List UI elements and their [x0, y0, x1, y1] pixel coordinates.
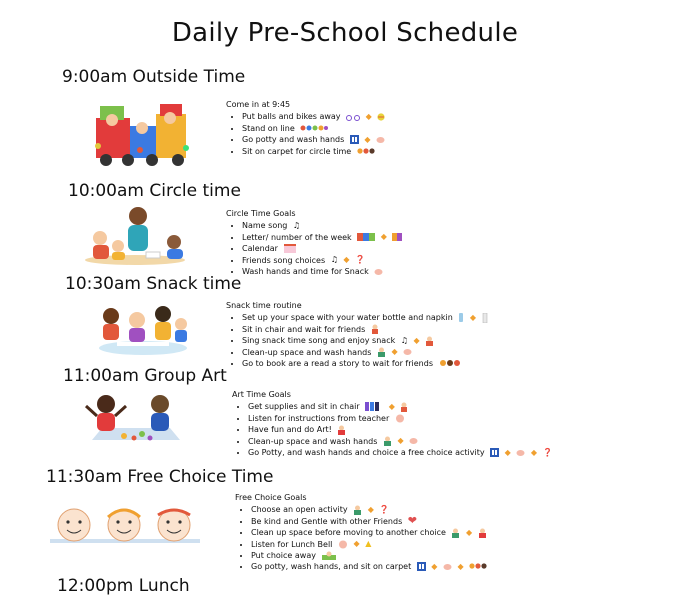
section-heading: Snack time routine	[226, 301, 302, 310]
arrow-icon: ◆	[391, 347, 398, 357]
list-item: • Set up your space with your water bottle and napkin ◆	[242, 312, 488, 323]
arrow-icon: ◆	[469, 312, 477, 322]
arrow-icon: ◆	[413, 335, 420, 345]
artist-child-icon	[337, 425, 346, 435]
arrow-icon: ◆	[397, 436, 404, 446]
arrow-icon: ◆	[367, 504, 374, 514]
calendar-icon	[284, 244, 296, 253]
list-item: • Go Potty, and wash hands and choice a free choice activity ◆ ◆ ❓	[248, 447, 553, 458]
arrow-icon: ◆	[457, 561, 464, 571]
listening-child-icon	[395, 414, 405, 423]
list-item: • Sit in chair and wait for friends	[242, 324, 488, 335]
wash-hands-icon	[403, 348, 412, 356]
bike-icon	[346, 113, 360, 121]
section-heading: Circle Time Goals	[226, 209, 296, 218]
restroom-icon	[490, 448, 499, 457]
list-item: • Wash hands and time for Snack	[242, 266, 402, 277]
group-kids-icon	[469, 562, 487, 571]
arrow-icon: ◆	[364, 134, 371, 144]
section-snack-time	[226, 300, 488, 369]
list-item: • Go potty and wash hands ◆	[242, 134, 385, 145]
section-heading: Come in at 9:45	[226, 100, 291, 109]
page-title: Daily Pre-School Schedule	[171, 18, 519, 48]
list-item: • Be kind and Gentle with other Friends ❤	[251, 516, 487, 527]
group-kids-icon	[357, 147, 375, 156]
list-item: • Choose an open activity ◆ ❓	[251, 504, 487, 515]
eating-child-icon	[425, 336, 434, 346]
list-item: • Get supplies and sit in chair ◆	[248, 401, 553, 412]
list-item: • Friends song choices ♫ ◆ ❓	[242, 255, 402, 266]
list-item: • Listen for instructions from teacher	[248, 413, 553, 424]
napkin-icon	[482, 313, 488, 323]
listening-child-icon	[338, 540, 348, 549]
circle-time-illustration	[80, 204, 190, 266]
time-heading-snack: 10:30am Snack time	[65, 274, 242, 294]
arrow-icon: ◆	[388, 401, 395, 411]
list-item: • Go to book are a read a story to wait for friends	[242, 358, 488, 369]
section-free-choice	[235, 492, 487, 573]
art-kids-illustration	[84, 392, 188, 446]
list-item: • Put choice away	[251, 550, 487, 561]
arrow-icon: ◆	[530, 447, 538, 457]
music-note-icon: ♫	[292, 220, 301, 230]
list-item: • Clean-up space and wash hands ◆	[242, 347, 488, 358]
list-item: • Sing snack time song and enjoy snack ♫ ◆	[242, 335, 488, 346]
list-item: • Stand on line	[242, 123, 385, 134]
list-item: • Put balls and bikes away ◆	[242, 111, 385, 122]
time-heading-circle: 10:00am Circle time	[68, 181, 241, 201]
wash-hands-icon	[409, 437, 418, 445]
abc-blocks-icon	[357, 233, 375, 241]
heart-hands-icon: ❤	[407, 514, 418, 528]
time-heading-art: 11:00am Group Art	[63, 366, 227, 386]
cleaning-child-icon	[377, 347, 386, 357]
question-marks-icon: ❓	[379, 504, 390, 514]
numbers-icon	[392, 233, 402, 241]
wash-hands-icon	[376, 136, 385, 144]
time-heading-free-choice: 11:30am Free Choice Time	[46, 467, 274, 487]
cleaning-child-icon	[451, 528, 460, 538]
restroom-icon	[350, 135, 359, 144]
moving-child-icon	[478, 528, 487, 538]
wash-hands-icon	[516, 449, 525, 457]
bell-icon: ▲	[365, 539, 372, 549]
music-note-icon: ♫	[400, 335, 408, 345]
list-item: • Clean up space before moving to another choice ◆	[251, 527, 487, 538]
list-item: • Sit on carpet for circle time	[242, 146, 385, 157]
water-bottle-icon	[458, 313, 464, 322]
list-item: • Have fun and do Art!	[248, 424, 553, 435]
list-item: • Go potty, wash hands, and sit on carpet ◆ ◆	[251, 561, 487, 572]
arrow-icon: ◆	[380, 232, 387, 242]
arrow-icon: ◆	[343, 255, 350, 265]
children-line-icon	[300, 124, 328, 132]
wash-hands-icon	[374, 268, 383, 276]
list-item: • Letter/ number of the week ◆	[242, 232, 402, 243]
time-heading-outside: 9:00am Outside Time	[62, 67, 246, 87]
list-item: • Clean-up space and wash hands ◆	[248, 436, 553, 447]
arrow-icon: ◆	[365, 111, 372, 121]
toy-train-illustration	[94, 96, 190, 168]
question-marks-icon: ❓	[542, 447, 553, 457]
section-art-time	[232, 389, 553, 458]
child-chair-icon	[371, 324, 379, 334]
time-heading-lunch: 12:00pm Lunch	[57, 576, 190, 596]
ball-icon	[377, 113, 385, 121]
snack-time-illustration	[97, 300, 189, 356]
section-circle-time	[226, 208, 402, 277]
restroom-icon	[417, 562, 426, 571]
section-outside-time	[226, 99, 385, 157]
art-supplies-icon	[365, 402, 383, 411]
list-item: • Name song ♫	[242, 220, 402, 231]
smiling-kids-illustration	[50, 503, 200, 553]
arrow-icon: ◆	[431, 561, 438, 571]
cleaning-child-icon	[383, 436, 392, 446]
arrow-icon: ◆	[504, 447, 511, 457]
reading-kids-icon	[439, 359, 461, 369]
toys-away-icon	[322, 551, 336, 560]
question-marks-icon: ❓	[355, 255, 366, 265]
section-heading: Art Time Goals	[232, 390, 291, 399]
wash-hands-icon	[443, 563, 452, 571]
section-heading: Free Choice Goals	[235, 493, 307, 502]
list-item: • Calendar	[242, 243, 402, 254]
arrow-icon: ◆	[353, 539, 360, 549]
thinking-child-icon	[353, 505, 362, 515]
child-chair-icon	[400, 402, 408, 412]
music-note-icon: ♫	[330, 255, 338, 265]
list-item: • Listen for Lunch Bell ◆ ▲	[251, 539, 487, 550]
arrow-icon: ◆	[465, 527, 473, 537]
